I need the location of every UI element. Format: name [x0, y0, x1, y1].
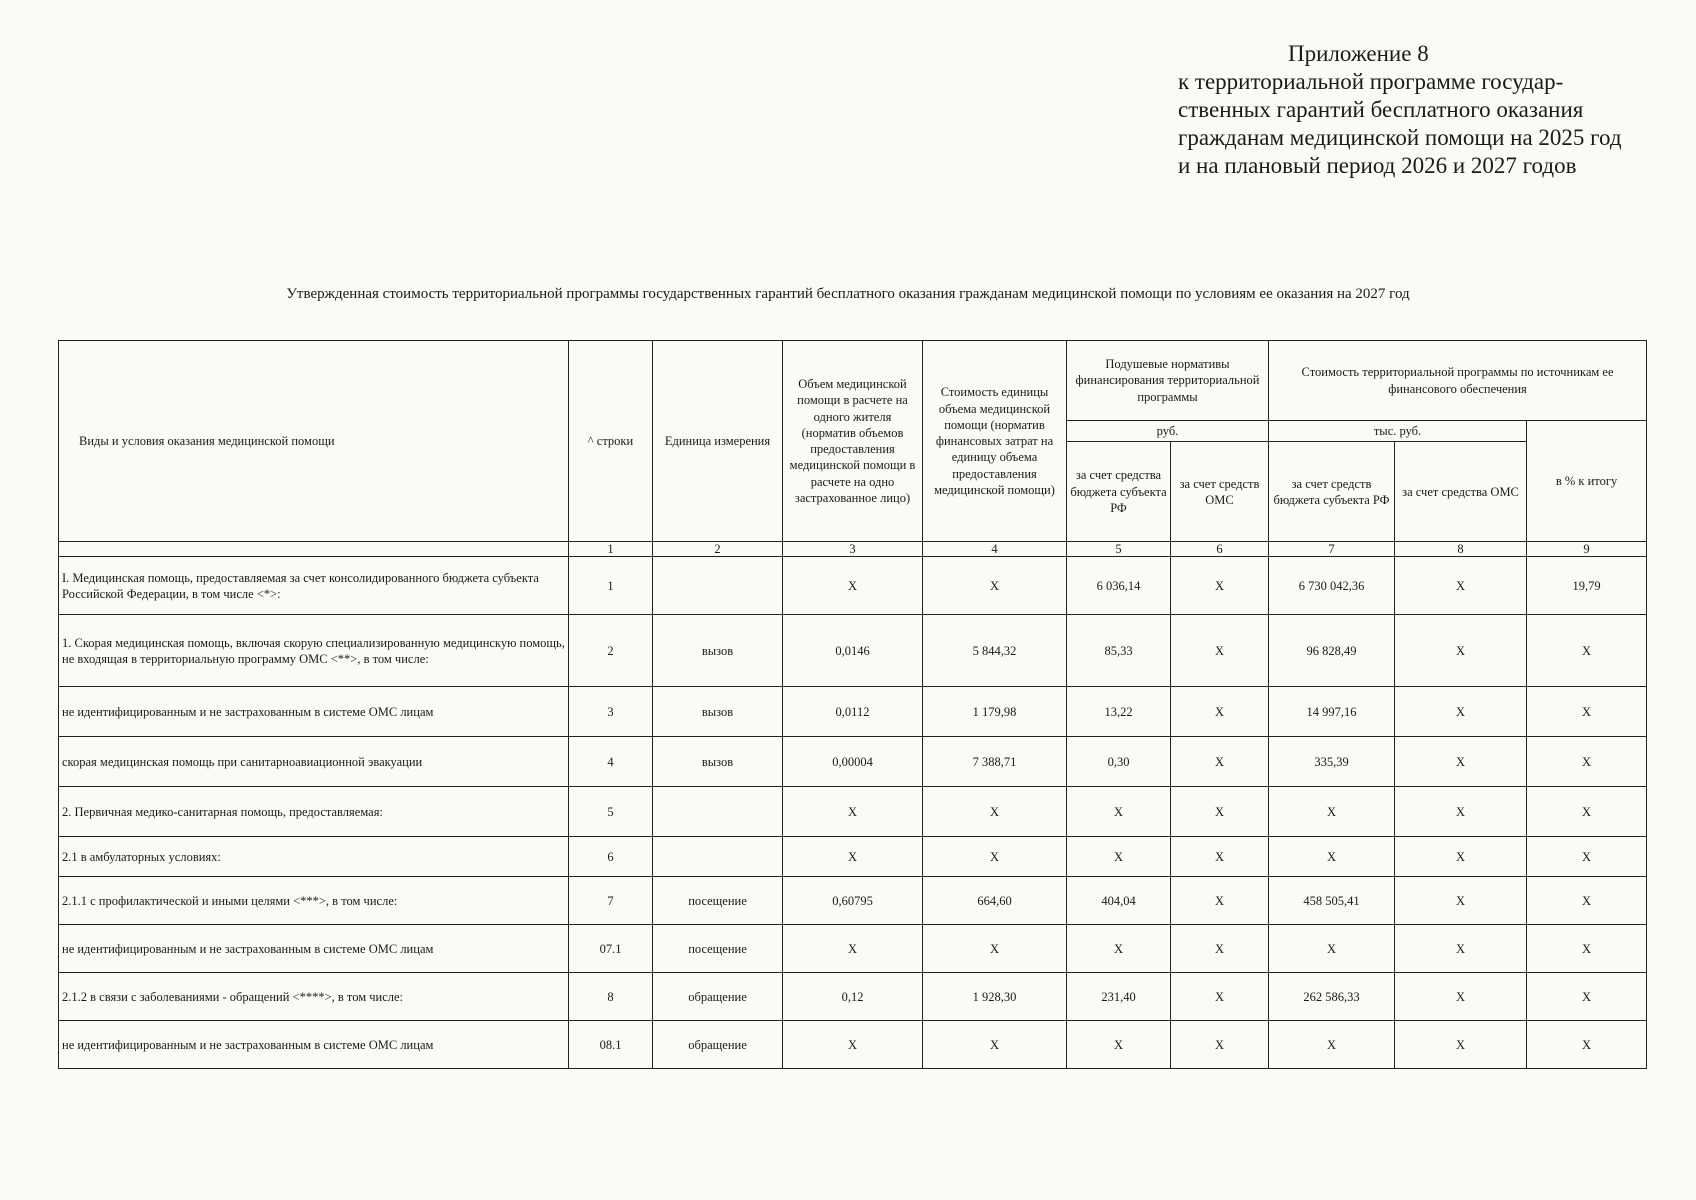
row-per-capita-oms: X	[1171, 557, 1269, 615]
row-program-oms: X	[1395, 557, 1527, 615]
row-per-capita-oms: X	[1171, 787, 1269, 837]
column-number: 8	[1395, 542, 1527, 557]
row-unit: обращение	[653, 1021, 783, 1069]
row-program-oms: X	[1395, 687, 1527, 737]
column-numbers-row	[59, 542, 1647, 557]
header-unit: Единица измерения	[653, 341, 783, 542]
row-unit-cost: X	[923, 557, 1067, 615]
row-unit: вызов	[653, 615, 783, 687]
header-percent: в % к итогу	[1527, 421, 1647, 542]
row-percent: 19,79	[1527, 557, 1647, 615]
column-number: 6	[1171, 542, 1269, 557]
row-volume: X	[783, 787, 923, 837]
row-unit-cost: X	[923, 787, 1067, 837]
row-program-oms: X	[1395, 787, 1527, 837]
row-program-budget: 14 997,16	[1269, 687, 1395, 737]
row-percent: X	[1527, 787, 1647, 837]
row-program-oms: X	[1395, 877, 1527, 925]
row-label: не идентифицированным и не застрахованным в системе ОМС лицам	[59, 687, 569, 737]
row-percent: X	[1527, 973, 1647, 1021]
column-number: 4	[923, 542, 1067, 557]
row-per-capita-budget: 6 036,14	[1067, 557, 1171, 615]
column-number: 1	[569, 542, 653, 557]
row-label: 2. Первичная медико-санитарная помощь, предоставляемая:	[59, 787, 569, 837]
table-row	[59, 687, 1647, 737]
header-thous-rub: тыс. руб.	[1269, 421, 1527, 442]
row-label: скорая медицинская помощь при санитарноавиационной эвакуации	[59, 737, 569, 787]
row-program-budget: X	[1269, 925, 1395, 973]
row-number: 6	[569, 837, 653, 877]
cost-table	[58, 340, 1647, 1069]
row-per-capita-budget: 85,33	[1067, 615, 1171, 687]
row-volume: 0,0146	[783, 615, 923, 687]
row-per-capita-budget: X	[1067, 837, 1171, 877]
column-number	[59, 542, 569, 557]
row-per-capita-oms: X	[1171, 925, 1269, 973]
row-program-oms: X	[1395, 973, 1527, 1021]
row-per-capita-oms: X	[1171, 837, 1269, 877]
row-program-budget: 335,39	[1269, 737, 1395, 787]
appendix-line: ственных гарантий бесплатного оказания	[1178, 97, 1584, 122]
row-label: 2.1.1 с профилактической и иными целями <***>, в том числе:	[59, 877, 569, 925]
row-unit-cost: 664,60	[923, 877, 1067, 925]
table-row	[59, 837, 1647, 877]
row-per-capita-budget: X	[1067, 787, 1171, 837]
appendix-caption	[1178, 40, 1678, 180]
row-number: 8	[569, 973, 653, 1021]
row-unit: посещение	[653, 877, 783, 925]
row-program-budget: X	[1269, 837, 1395, 877]
row-number: 08.1	[569, 1021, 653, 1069]
row-program-budget: X	[1269, 787, 1395, 837]
row-unit	[653, 837, 783, 877]
table-row	[59, 973, 1647, 1021]
table-row	[59, 557, 1647, 615]
row-per-capita-oms: X	[1171, 737, 1269, 787]
row-per-capita-budget: 13,22	[1067, 687, 1171, 737]
row-per-capita-oms: X	[1171, 877, 1269, 925]
header-unit-cost: Стоимость единицы объема медицинской помощи (норматив финансовых затрат на единицу объема предоставления медицинской помощи)	[923, 341, 1067, 542]
row-percent: X	[1527, 925, 1647, 973]
row-per-capita-budget: 404,04	[1067, 877, 1171, 925]
row-label: не идентифицированным и не застрахованным в системе ОМС лицам	[59, 925, 569, 973]
table-row	[59, 1021, 1647, 1069]
row-program-oms: X	[1395, 737, 1527, 787]
row-unit	[653, 557, 783, 615]
row-volume: X	[783, 837, 923, 877]
header-row-number: ^ строки	[569, 341, 653, 542]
row-unit: вызов	[653, 737, 783, 787]
column-number: 5	[1067, 542, 1171, 557]
column-number: 7	[1269, 542, 1395, 557]
row-program-oms: X	[1395, 1021, 1527, 1069]
table-row	[59, 877, 1647, 925]
row-program-oms: X	[1395, 615, 1527, 687]
row-label: 2.1.2 в связи с заболеваниями - обращений <****>, в том числе:	[59, 973, 569, 1021]
header-kinds: Виды и условия оказания медицинской помощи	[59, 341, 569, 542]
row-unit-cost: X	[923, 837, 1067, 877]
row-per-capita-budget: X	[1067, 925, 1171, 973]
appendix-line: к территориальной программе государ-	[1178, 69, 1564, 94]
header-program-cost: Стоимость территориальной программы по источникам ее финансового обеспечения	[1269, 341, 1647, 421]
row-unit-cost: 5 844,32	[923, 615, 1067, 687]
row-volume: 0,00004	[783, 737, 923, 787]
table-row	[59, 615, 1647, 687]
row-program-budget: 6 730 042,36	[1269, 557, 1395, 615]
header-oms: за счет средств ОМС	[1171, 442, 1269, 542]
row-unit: посещение	[653, 925, 783, 973]
row-per-capita-oms: X	[1171, 1021, 1269, 1069]
row-percent: X	[1527, 837, 1647, 877]
row-number: 07.1	[569, 925, 653, 973]
row-label: I. Медицинская помощь, предоставляемая за счет консолидированного бюджета субъекта Российской Федерации, в том числе <*>:	[59, 557, 569, 615]
row-unit	[653, 787, 783, 837]
header-per-capita: Подушевые нормативы финансирования территориальной программы	[1067, 341, 1269, 421]
row-percent: X	[1527, 687, 1647, 737]
header-rub: руб.	[1067, 421, 1269, 442]
row-volume: 0,12	[783, 973, 923, 1021]
row-number: 3	[569, 687, 653, 737]
table-row	[59, 925, 1647, 973]
row-per-capita-budget: 0,30	[1067, 737, 1171, 787]
row-number: 1	[569, 557, 653, 615]
row-label: не идентифицированным и не застрахованным в системе ОМС лицам	[59, 1021, 569, 1069]
header-oms-thous: за счет средства ОМС	[1395, 442, 1527, 542]
row-percent: X	[1527, 615, 1647, 687]
row-number: 5	[569, 787, 653, 837]
row-unit: вызов	[653, 687, 783, 737]
column-number: 3	[783, 542, 923, 557]
header-budget-rf: за счет средства бюджета субъекта РФ	[1067, 442, 1171, 542]
row-program-budget: 262 586,33	[1269, 973, 1395, 1021]
row-number: 7	[569, 877, 653, 925]
row-program-budget: X	[1269, 1021, 1395, 1069]
row-unit-cost: X	[923, 1021, 1067, 1069]
appendix-line: Приложение 8	[1288, 41, 1429, 66]
row-unit-cost: 1 179,98	[923, 687, 1067, 737]
row-program-oms: X	[1395, 837, 1527, 877]
column-number: 2	[653, 542, 783, 557]
row-percent: X	[1527, 737, 1647, 787]
row-volume: X	[783, 557, 923, 615]
row-label: 1. Скорая медицинская помощь, включая скорую специализированную медицинскую помощь, не входящая в территориальную программу ОМС <**>, в том числе:	[59, 615, 569, 687]
header-budget-rf-thous: за счет средств бюджета субъекта РФ	[1269, 442, 1395, 542]
row-per-capita-oms: X	[1171, 615, 1269, 687]
row-volume: X	[783, 925, 923, 973]
document-title: Утвержденная стоимость территориальной программы государственных гарантий бесплатного оказания гражданам медицинской помощи по условиям ее оказания на 2027 год	[286, 286, 1410, 302]
row-unit-cost: 7 388,71	[923, 737, 1067, 787]
row-percent: X	[1527, 1021, 1647, 1069]
header-volume: Объем медицинской помощи в расчете на одного жителя (норматив объемов предоставления медицинской помощи в расчете на одно застрахованное лицо)	[783, 341, 923, 542]
row-volume: 0,0112	[783, 687, 923, 737]
row-per-capita-oms: X	[1171, 687, 1269, 737]
appendix-line: и на плановый период 2026 и 2027 годов	[1178, 153, 1577, 178]
row-percent: X	[1527, 877, 1647, 925]
row-volume: 0,60795	[783, 877, 923, 925]
row-per-capita-budget: X	[1067, 1021, 1171, 1069]
row-unit-cost: X	[923, 925, 1067, 973]
row-volume: X	[783, 1021, 923, 1069]
table-row	[59, 737, 1647, 787]
column-number: 9	[1527, 542, 1647, 557]
row-unit: обращение	[653, 973, 783, 1021]
row-program-budget: 458 505,41	[1269, 877, 1395, 925]
table-body	[59, 557, 1647, 1069]
row-per-capita-oms: X	[1171, 973, 1269, 1021]
row-per-capita-budget: 231,40	[1067, 973, 1171, 1021]
row-program-oms: X	[1395, 925, 1527, 973]
appendix-line: гражданам медицинской помощи на 2025 год	[1178, 125, 1622, 150]
row-number: 4	[569, 737, 653, 787]
row-label: 2.1 в амбулаторных условиях:	[59, 837, 569, 877]
row-number: 2	[569, 615, 653, 687]
row-program-budget: 96 828,49	[1269, 615, 1395, 687]
row-unit-cost: 1 928,30	[923, 973, 1067, 1021]
table-row	[59, 787, 1647, 837]
